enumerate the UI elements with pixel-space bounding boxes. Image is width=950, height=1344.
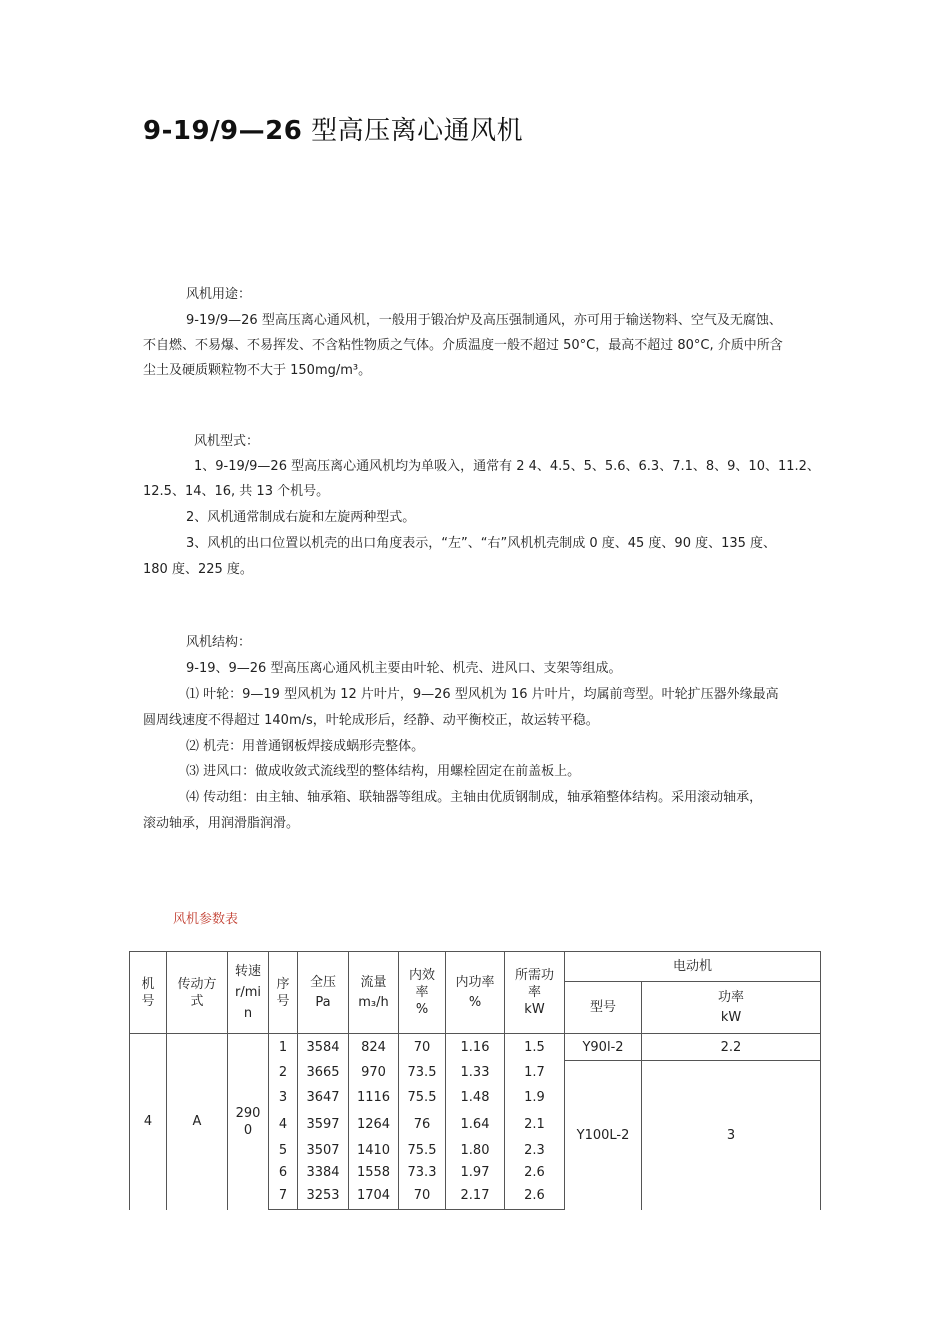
cell-pressure: 3507 <box>298 1139 349 1162</box>
cell-required-power: 2.6 <box>505 1183 565 1210</box>
cell-required-power: 2.3 <box>505 1139 565 1162</box>
usage-heading: 风机用途： <box>186 287 252 302</box>
cell-flow: 970 <box>349 1061 399 1085</box>
cell-flow: 1558 <box>349 1162 399 1183</box>
cell-seq: 4 <box>269 1111 298 1139</box>
structure-line: 滚动轴承，用润滑脂润滑。 <box>143 816 300 831</box>
cell-flow: 1116 <box>349 1085 399 1111</box>
cell-flow: 1704 <box>349 1183 399 1210</box>
types-line: 180 度、225 度。 <box>143 562 253 577</box>
cell-flow: 1264 <box>349 1111 399 1139</box>
cell-motor-model: Y90l-2 <box>565 1034 642 1061</box>
cell-internal-power: 1.33 <box>446 1061 505 1085</box>
cell-flow: 824 <box>349 1034 399 1061</box>
cell-internal-power: 1.64 <box>446 1111 505 1139</box>
structure-heading: 风机结构： <box>186 635 252 650</box>
structure-line: ⑷ 传动组：由主轴、轴承箱、联轴器等组成。主轴由优质钢制成，轴承箱整体结构。采用滚动轴承， <box>186 790 763 805</box>
cell-internal-efficiency: 75.5 <box>399 1085 446 1111</box>
cell-internal-efficiency: 70 <box>399 1183 446 1210</box>
cell-seq: 2 <box>269 1061 298 1085</box>
cell-drive: A <box>167 1034 228 1210</box>
header-flow: 流量 m₃/h <box>349 952 399 1034</box>
cell-internal-efficiency: 75.5 <box>399 1139 446 1162</box>
cell-required-power: 1.5 <box>505 1034 565 1061</box>
cell-speed: 290 0 <box>228 1034 269 1210</box>
cell-pressure: 3384 <box>298 1162 349 1183</box>
cell-flow: 1410 <box>349 1139 399 1162</box>
usage-line: 尘土及硬质颗粒物不大于 150mg/m³。 <box>143 363 372 378</box>
cell-internal-efficiency: 76 <box>399 1111 446 1139</box>
header-speed: 转速 r/mi n <box>228 952 269 1034</box>
cell-required-power: 1.7 <box>505 1061 565 1085</box>
types-line: 2、风机通常制成右旋和左旋两种型式。 <box>186 510 416 525</box>
cell-pressure: 3253 <box>298 1183 349 1210</box>
header-motor-power: 功率 kW <box>642 982 821 1034</box>
cell-seq: 6 <box>269 1162 298 1183</box>
cell-pressure: 3597 <box>298 1111 349 1139</box>
cell-machine-no: 4 <box>130 1034 167 1210</box>
cell-internal-power: 1.48 <box>446 1085 505 1111</box>
structure-line: 9-19、9—26 型高压离心通风机主要由叶轮、机壳、进风口、支架等组成。 <box>186 661 622 676</box>
title-text: 型高压离心通风机 <box>311 116 524 146</box>
header-motor-model: 型号 <box>565 982 642 1034</box>
cell-internal-power: 1.97 <box>446 1162 505 1183</box>
title-model-number: 9-19/9—26 <box>143 116 303 146</box>
usage-line: 不自燃、不易爆、不易挥发、不含粘性物质之气体。介质温度一般不超过 50°C，最高不超过 80°C, 介质中所含 <box>143 338 783 353</box>
header-machine-no: 机 号 <box>130 952 167 1034</box>
cell-pressure: 3584 <box>298 1034 349 1061</box>
structure-line: 圆周线速度不得超过 140m/s，叶轮成形后，经静、动平衡校正，故运转平稳。 <box>143 713 599 728</box>
cell-pressure: 3647 <box>298 1085 349 1111</box>
cell-seq: 7 <box>269 1183 298 1210</box>
cell-internal-power: 1.16 <box>446 1034 505 1061</box>
cell-internal-efficiency: 70 <box>399 1034 446 1061</box>
types-heading: 风机型式： <box>194 434 260 449</box>
header-drive: 传动方 式 <box>167 952 228 1034</box>
cell-internal-power: 1.80 <box>446 1139 505 1162</box>
cell-required-power: 2.6 <box>505 1162 565 1183</box>
header-pressure: 全压 Pa <box>298 952 349 1034</box>
cell-motor-model: Y100L-2 <box>565 1061 642 1210</box>
cell-seq: 3 <box>269 1085 298 1111</box>
types-line: 12.5、14、16, 共 13 个机号。 <box>143 484 330 499</box>
cell-internal-efficiency: 73.3 <box>399 1162 446 1183</box>
structure-line: ⑵ 机壳：用普通钢板焊接成蜗形壳整体。 <box>186 739 425 754</box>
cell-seq: 1 <box>269 1034 298 1061</box>
structure-line: ⑴ 叶轮：9—19 型风机为 12 片叶片，9—26 型风机为 16 片叶片，均属前弯型。叶轮扩压器外缘最高 <box>186 687 779 702</box>
header-seq: 序 号 <box>269 952 298 1034</box>
cell-pressure: 3665 <box>298 1061 349 1085</box>
cell-seq: 5 <box>269 1139 298 1162</box>
document-title <box>143 110 523 147</box>
cell-internal-power: 2.17 <box>446 1183 505 1210</box>
header-required-power: 所需功 率 kW <box>505 952 565 1034</box>
cell-internal-efficiency: 73.5 <box>399 1061 446 1085</box>
types-line: 3、风机的出口位置以机壳的出口角度表示，“左”、“右”风机机壳制成 0 度、45 度、90 度、135 度、 <box>186 536 777 551</box>
table-caption: 风机参数表 <box>173 912 239 927</box>
structure-line: ⑶ 进风口：做成收敛式流线型的整体结构，用螺栓固定在前盖板上。 <box>186 764 581 779</box>
cell-motor-power: 2.2 <box>642 1034 821 1061</box>
header-motor: 电动机 <box>565 952 821 982</box>
fan-parameter-table <box>129 951 821 1210</box>
cell-required-power: 1.9 <box>505 1085 565 1111</box>
usage-line: 9-19/9—26 型高压离心通风机，一般用于锻冶炉及高压强制通风，亦可用于输送物料、空气及无腐蚀、 <box>186 313 782 328</box>
types-line: 1、9-19/9—26 型高压离心通风机均为单吸入，通常有 2 4、4.5、5、5.6、6.3、7.1、8、9、10、11.2、 <box>194 459 820 474</box>
header-internal-efficiency: 内效 率 % <box>399 952 446 1034</box>
cell-required-power: 2.1 <box>505 1111 565 1139</box>
cell-motor-power: 3 <box>642 1061 821 1210</box>
header-internal-power: 内功率 % <box>446 952 505 1034</box>
